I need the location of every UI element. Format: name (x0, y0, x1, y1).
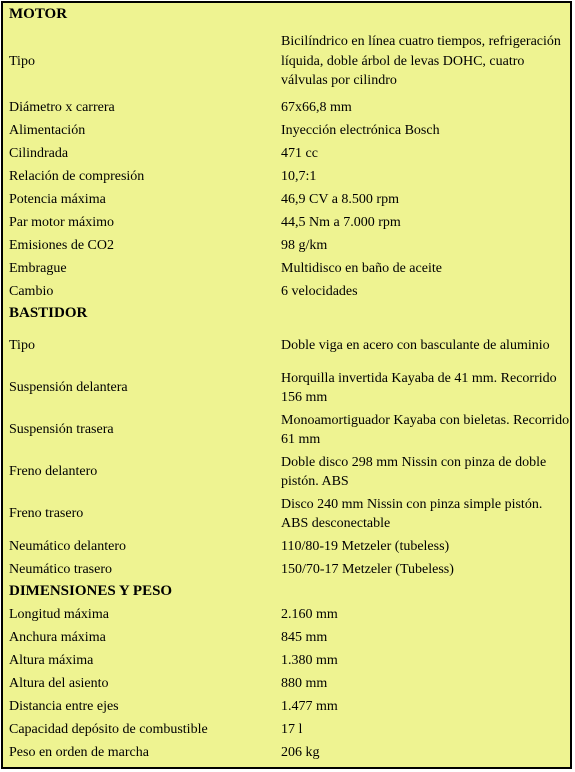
spec-value: 6 velocidades (281, 283, 358, 299)
spec-label: Embrague (9, 260, 67, 276)
spec-row (3, 649, 570, 672)
spec-row (3, 234, 570, 257)
spec-row (3, 257, 570, 280)
spec-value: 150/70-17 Metzeler (Tubeless) (281, 561, 454, 577)
spec-label: Tipo (9, 338, 35, 354)
spec-label: Par motor máximo (9, 214, 114, 230)
spec-value: 880 mm (281, 675, 328, 691)
spec-row (3, 188, 570, 211)
spec-row (3, 165, 570, 188)
section-header-dimensiones (3, 581, 570, 603)
spec-value: 17 l (281, 721, 303, 737)
spec-value: Doble disco 298 mm Nissin con pinza de doble pistón. ABS (281, 454, 547, 489)
spec-row (3, 718, 570, 741)
spec-value: Doble viga en acero con basculante de aluminio (281, 338, 550, 354)
spec-row (3, 695, 570, 718)
section-title: DIMENSIONES Y PESO (9, 583, 173, 600)
spec-label: Neumático delantero (9, 538, 127, 554)
spec-label: Anchura máxima (9, 629, 106, 645)
spec-value: Bicilíndrico en línea cuatro tiempos, refrigeración líquida, doble árbol de levas DOHC, cuatro válvulas por cilindro (281, 34, 561, 89)
spec-label: Emisiones de CO2 (9, 237, 114, 253)
spec-label: Tipo (9, 53, 35, 69)
spec-value: 206 kg (281, 744, 320, 760)
spec-label: Distancia entre ejes (9, 698, 119, 714)
spec-value: 67x66,8 mm (281, 99, 352, 115)
spec-row (3, 367, 570, 409)
spec-sheet (1, 1, 572, 769)
section-header-bastidor (3, 303, 570, 325)
spec-label: Freno trasero (9, 506, 84, 522)
spec-label: Neumático trasero (9, 561, 113, 577)
spec-label: Diámetro x carrera (9, 99, 115, 115)
spec-label: Potencia máxima (9, 191, 106, 207)
spec-value: 44,5 Nm a 7.000 rpm (281, 214, 401, 230)
spec-value: Inyección electrónica Bosch (281, 122, 440, 138)
spec-value: 98 g/km (281, 237, 328, 253)
spec-row (3, 603, 570, 626)
spec-label: Cambio (9, 283, 54, 299)
spec-value: Multidisco en baño de aceite (281, 260, 442, 276)
spec-label: Freno delantero (9, 464, 98, 480)
spec-row (3, 626, 570, 649)
spec-row (3, 96, 570, 119)
spec-row (3, 325, 570, 367)
spec-row (3, 211, 570, 234)
spec-row (3, 535, 570, 558)
spec-label: Suspensión delantera (9, 380, 128, 396)
spec-label: Altura del asiento (9, 675, 109, 691)
section-header-motor (3, 3, 570, 27)
spec-row (3, 741, 570, 764)
spec-row (3, 27, 570, 96)
spec-label: Alimentación (9, 122, 86, 138)
spec-row (3, 672, 570, 695)
spec-row (3, 451, 570, 493)
spec-value: Disco 240 mm Nissin con pinza simple pistón. ABS desconectable (281, 496, 543, 531)
spec-row (3, 142, 570, 165)
section-title: BASTIDOR (9, 305, 88, 322)
spec-value: 110/80-19 Metzeler (tubeless) (281, 538, 450, 554)
spec-label: Cilindrada (9, 145, 69, 161)
spec-table (3, 3, 570, 764)
spec-row (3, 409, 570, 451)
spec-label: Capacidad depósito de combustible (9, 721, 208, 737)
spec-value: 845 mm (281, 629, 328, 645)
spec-row (3, 119, 570, 142)
spec-value: Horquilla invertida Kayaba de 41 mm. Recorrido 156 mm (281, 370, 557, 405)
spec-value: 2.160 mm (281, 606, 338, 622)
spec-value: 1.477 mm (281, 698, 338, 714)
spec-value: 1.380 mm (281, 652, 338, 668)
spec-value: 471 cc (281, 145, 318, 161)
spec-value: Monoamortiguador Kayaba con bieletas. Recorrido 61 mm (281, 412, 570, 447)
spec-value: 46,9 CV a 8.500 rpm (281, 191, 399, 207)
spec-row (3, 280, 570, 303)
spec-row (3, 493, 570, 535)
spec-label: Longitud máxima (9, 606, 109, 622)
spec-label: Suspensión trasera (9, 422, 114, 438)
spec-label: Peso en orden de marcha (9, 744, 149, 760)
spec-value: 10,7:1 (281, 168, 317, 184)
spec-label: Altura máxima (9, 652, 94, 668)
spec-label: Relación de compresión (9, 168, 145, 184)
section-title: MOTOR (9, 6, 68, 23)
spec-row (3, 558, 570, 581)
